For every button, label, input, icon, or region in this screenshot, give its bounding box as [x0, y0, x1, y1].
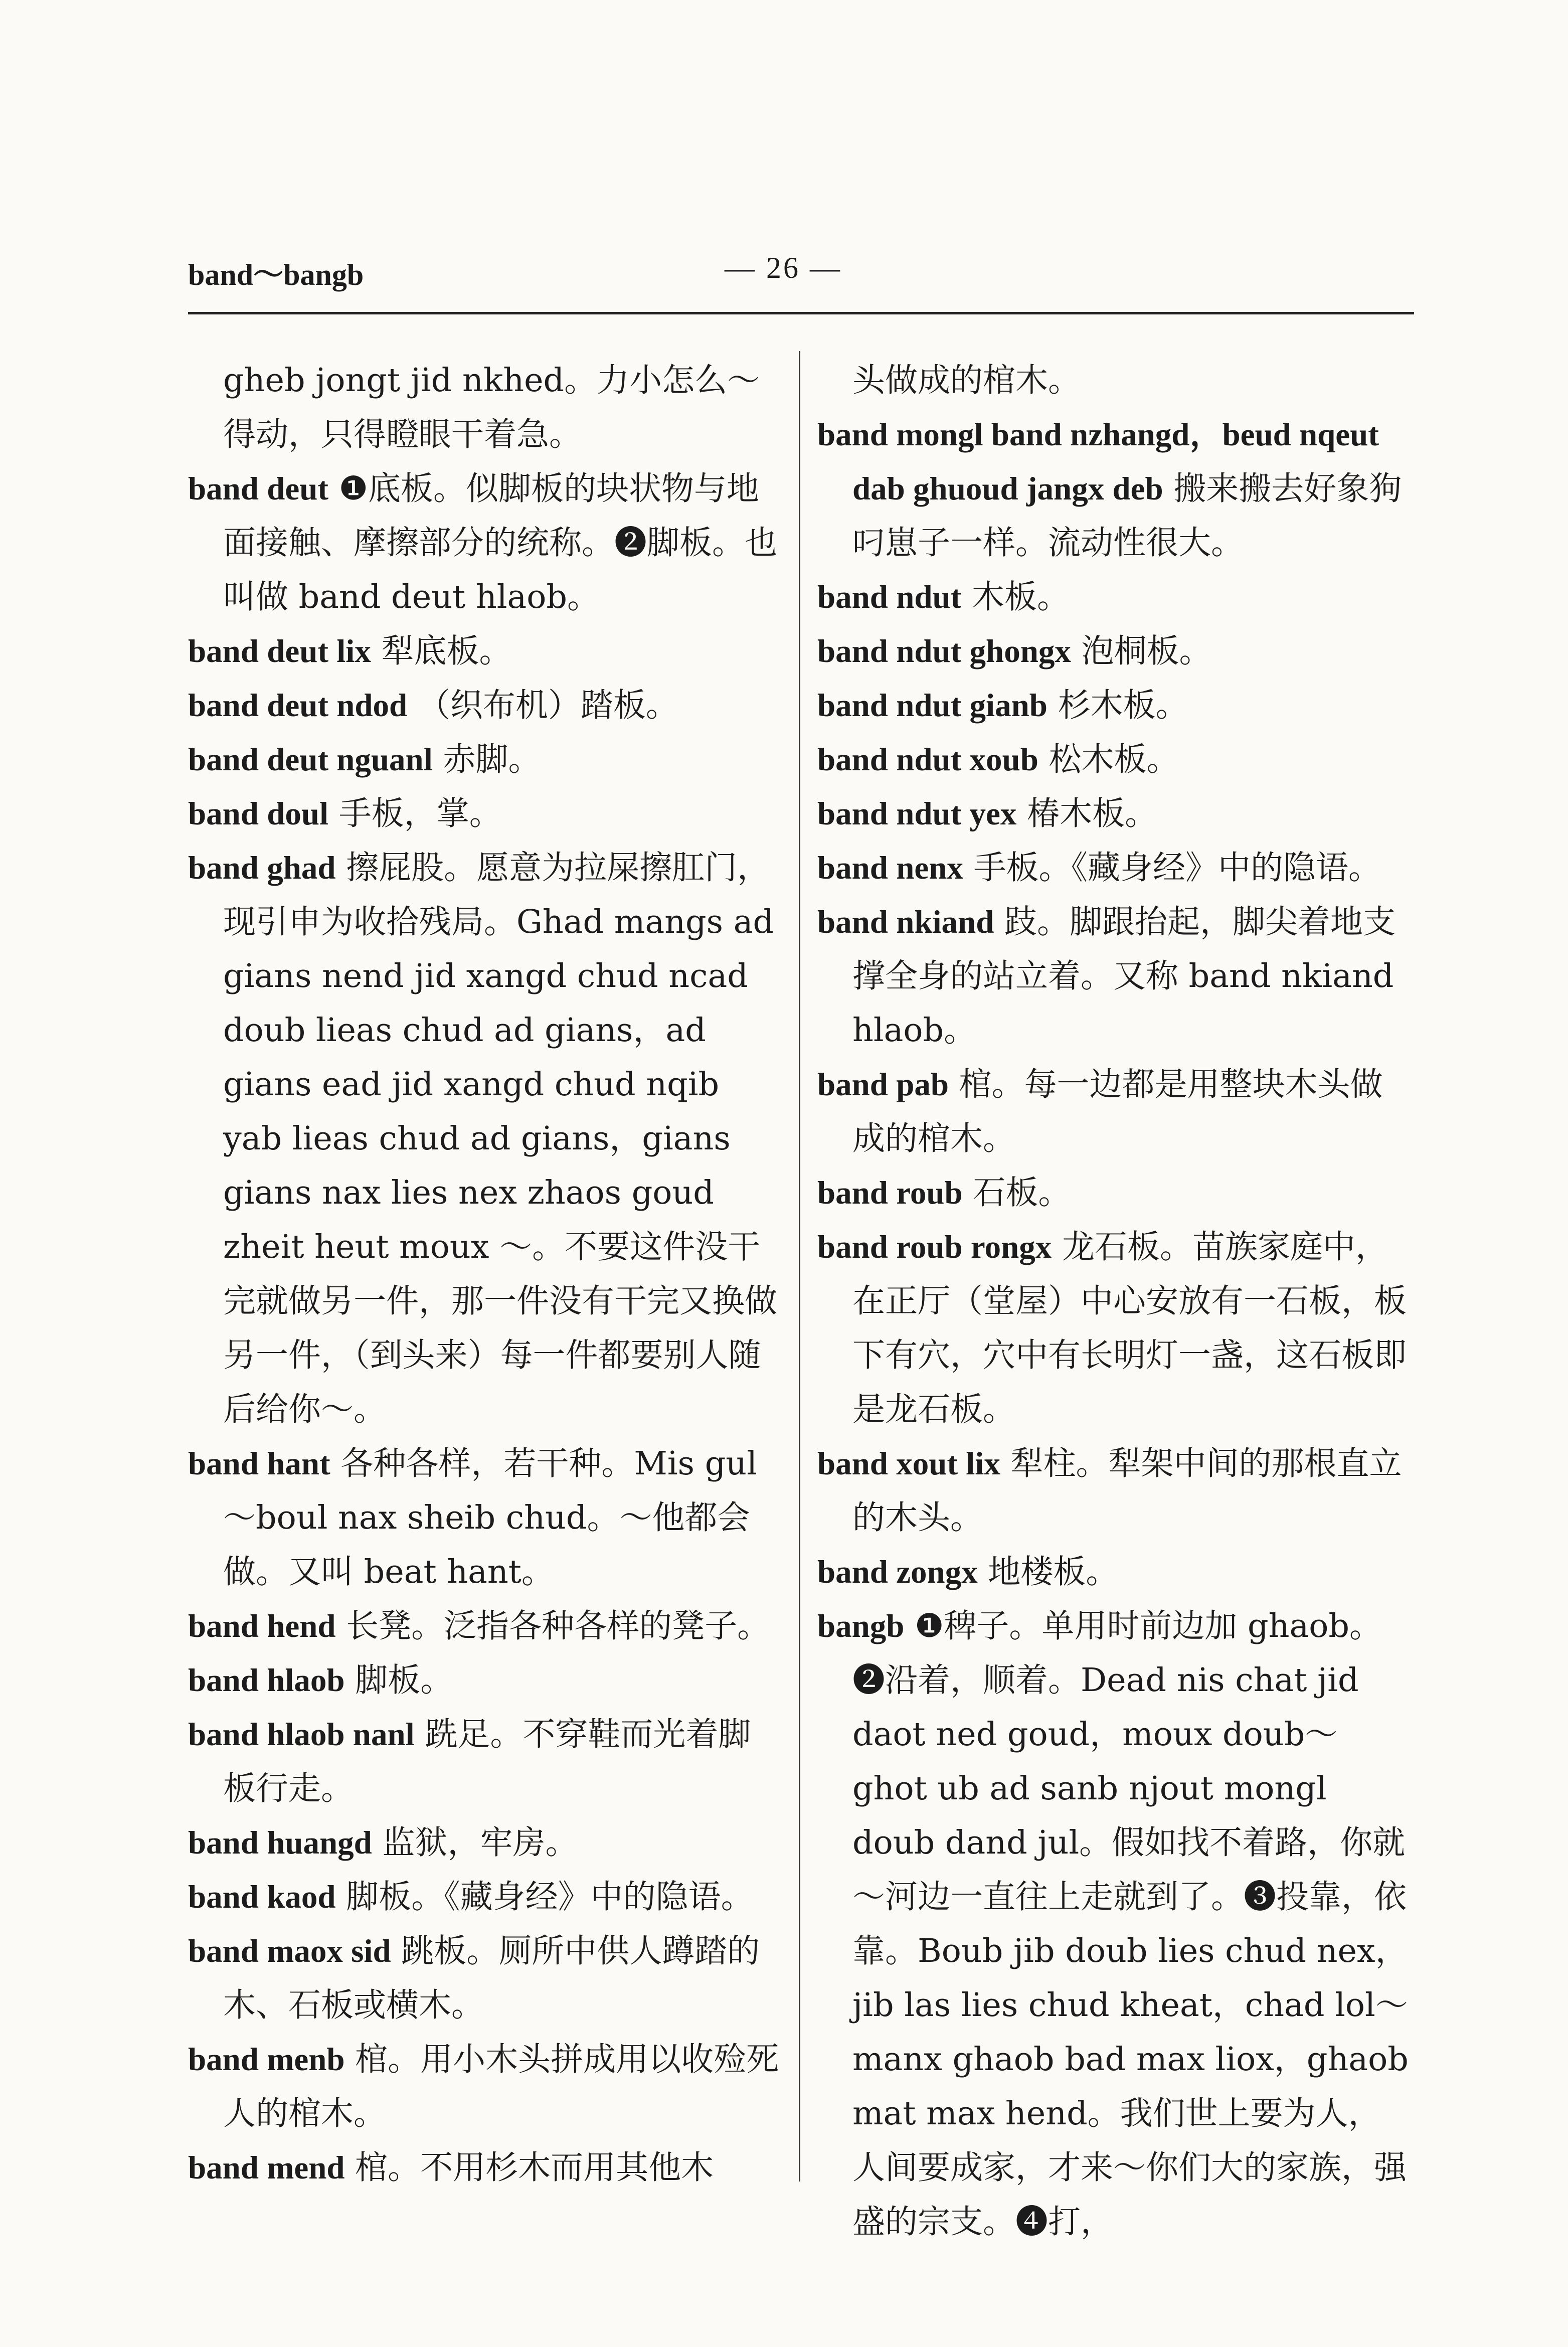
- dictionary-entry: [817, 679, 1412, 733]
- right-column: [817, 354, 1412, 2249]
- entry-definition: gheb jongt jid nkhed。力小怎么～得动，只得瞪眼干着急。: [223, 362, 760, 453]
- entry-definition: 脚板。《藏身经》中的隐语。: [346, 1878, 754, 1916]
- dictionary-entry: [817, 1545, 1412, 1599]
- header-rule: [188, 312, 1414, 314]
- dictionary-entry: [188, 354, 782, 462]
- dictionary-entry: [817, 1599, 1412, 2249]
- dictionary-entry: [188, 1816, 782, 1870]
- entry-headword: band zongx: [817, 1554, 978, 1590]
- dictionary-entry: [817, 408, 1412, 570]
- entry-definition: 泡桐板。: [1081, 632, 1212, 670]
- dictionary-entry: [817, 354, 1412, 408]
- entry-definition: 松木板。: [1049, 741, 1179, 778]
- entry-headword: band hlaob nanl: [188, 1717, 415, 1753]
- entry-definition: 棺。不用杉木而用其他木: [355, 2149, 714, 2187]
- entry-definition: 各种各样，若干种。Mis gul ～boul nax sheib chud。～他都会做。又叫 beat hant。: [223, 1445, 757, 1591]
- entry-headword: band maox sid: [188, 1933, 391, 1969]
- entry-definition: 头做成的棺木。: [852, 362, 1081, 399]
- entry-definition: 手板。《藏身经》中的隐语。: [973, 849, 1381, 887]
- entry-definition: 龙石板。苗族家庭中，在正厅（堂屋）中心安放有一石板，板下有穴，穴中有长明灯一盏，这石板即是龙石板。: [852, 1228, 1407, 1428]
- entry-headword: band ndut: [817, 579, 962, 615]
- page-header: [188, 251, 1414, 296]
- entry-headword: band mend: [188, 2150, 345, 2186]
- entry-headword: band hend: [188, 1608, 336, 1644]
- entry-headword: band hant: [188, 1446, 330, 1482]
- entry-headword: band deut lix: [188, 633, 371, 669]
- dictionary-entry: [188, 841, 782, 1437]
- dictionary-entry: [188, 1870, 782, 1924]
- dictionary-entry: [817, 787, 1412, 841]
- entry-headword: band hlaob: [188, 1662, 345, 1699]
- dictionary-entry: [188, 679, 782, 733]
- entry-headword: band doul: [188, 796, 329, 832]
- entry-definition: 椿木板。: [1027, 795, 1158, 832]
- entry-definition: 石板。: [973, 1174, 1071, 1212]
- dictionary-entry: [188, 733, 782, 787]
- dictionary-entry: [817, 841, 1412, 895]
- dictionary-entry: [817, 1166, 1412, 1220]
- entry-definition: 犁柱。犁架中间的那根直立的木头。: [852, 1445, 1402, 1537]
- entry-headword: band ghad: [188, 850, 336, 886]
- dictionary-entry: [817, 1220, 1412, 1437]
- entry-headword: band deut ndod: [188, 688, 408, 724]
- entry-definition: 脚板。: [355, 1661, 453, 1699]
- dictionary-entry: [188, 1708, 782, 1816]
- left-column: [188, 354, 782, 2195]
- entry-definition: 长凳。泛指各种各样的凳子。: [346, 1607, 770, 1645]
- entry-definition: 搬来搬去好象狗叼崽子一样。流动性很大。: [852, 470, 1402, 562]
- entry-definition: 杉木板。: [1058, 687, 1188, 724]
- entry-definition: 跂。脚跟抬起，脚尖着地支撑全身的站立着。又称 band nkiand hlaob。: [852, 903, 1396, 1049]
- entry-definition: 棺。用小木头拼成用以收殓死人的棺木。: [223, 2041, 779, 2132]
- entry-headword: band nkiand: [817, 904, 994, 940]
- entry-definition: 犁底板。: [381, 632, 512, 670]
- dictionary-entry: [188, 1653, 782, 1708]
- entry-headword: band deut: [188, 471, 328, 507]
- entry-headword: band menb: [188, 2042, 345, 2078]
- entry-headword: band deut nguanl: [188, 742, 433, 778]
- dictionary-entry: [817, 570, 1412, 624]
- entry-definition: 跣足。不穿鞋而光着脚板行走。: [223, 1716, 751, 1807]
- entry-definition: 手板，掌。: [338, 795, 502, 832]
- entry-definition: ❶底板。似脚板的块状物与地面接触、摩擦部分的统称。❷脚板。也叫做 band deut hlaob。: [223, 470, 778, 616]
- dictionary-entry: [817, 624, 1412, 679]
- entry-definition: 木板。: [971, 578, 1070, 616]
- dictionary-entry: [188, 1924, 782, 2033]
- entry-definition: 跳板。厕所中供人蹲踏的木、石板或横木。: [223, 1932, 760, 2024]
- dictionary-entry: [817, 895, 1412, 1058]
- dictionary-entry: [188, 787, 782, 841]
- entry-definition: 赤脚。: [443, 741, 541, 778]
- dictionary-entry: [188, 1437, 782, 1599]
- entry-headword: band ndut xoub: [817, 742, 1038, 778]
- dictionary-entry: [817, 1058, 1412, 1166]
- entry-headword: band kaod: [188, 1879, 336, 1915]
- dictionary-entry: [188, 624, 782, 679]
- page-number: — 26 —: [725, 251, 842, 284]
- entry-headword: band roub: [817, 1175, 963, 1211]
- dictionary-entry: [817, 1437, 1412, 1545]
- entry-headword: band pab: [817, 1067, 949, 1103]
- entry-definition: 擦屁股。愿意为拉屎擦肛门，现引申为收拾残局。Ghad mangs ad gians nend jid xangd chud ncad doub lieas chud ad gians，ad gians ead jid xangd chud nqib yab lieas chud ad gians，gians gians nax lies nex zhaos goud zheit heut moux ～。不要这件没干完就做另一件，那一件没有干完又换做另一件，（到头来）每一件都要别人随后给你～。: [223, 849, 778, 1428]
- entry-definition: ❶稗子。单用时前边加 ghaob。❷沿着，顺着。Dead nis chat jid daot ned goud，moux doub～ghot ub ad sanb njout mongl doub dand jul。假如找不着路，你就～河边一直往上走就到了。❸投靠，依靠。Boub jib doub lies chud nex，jib las lies chud kheat，chad lol～ manx ghaob bad max liox，ghaob mat max hend。我们世上要为人，人间要成家，才来～你们大的家族，强盛的宗支。❹打，: [852, 1607, 1409, 2241]
- dictionary-entry: [817, 733, 1412, 787]
- entry-headword: band xout lix: [817, 1446, 1000, 1482]
- entry-headword: band nenx: [817, 850, 963, 886]
- entry-headword: band huangd: [188, 1825, 372, 1861]
- column-divider: [799, 351, 800, 2182]
- entry-headword: bangb: [817, 1608, 905, 1644]
- entry-definition: 棺。每一边都是用整块木头做成的棺木。: [852, 1066, 1383, 1157]
- entry-definition: 地楼板。: [988, 1553, 1119, 1591]
- entry-headword: band roub rongx: [817, 1229, 1052, 1265]
- entry-definition: （织布机）踏板。: [417, 687, 678, 724]
- entry-headword: band ndut yex: [817, 796, 1017, 832]
- entry-definition: 监狱，牢房。: [382, 1824, 578, 1862]
- header-range: band～bangb: [188, 258, 364, 291]
- entry-headword: band ndut gianb: [817, 688, 1048, 724]
- dictionary-entry: [188, 462, 782, 624]
- dictionary-entry: [188, 2141, 782, 2195]
- dictionary-entry: [188, 2033, 782, 2141]
- entry-headword: band ndut ghongx: [817, 633, 1071, 669]
- entry-headword: band mongl band nzhangd，beud nqeut dab ghuoud jangx deb: [817, 417, 1379, 507]
- dictionary-entry: [188, 1599, 782, 1653]
